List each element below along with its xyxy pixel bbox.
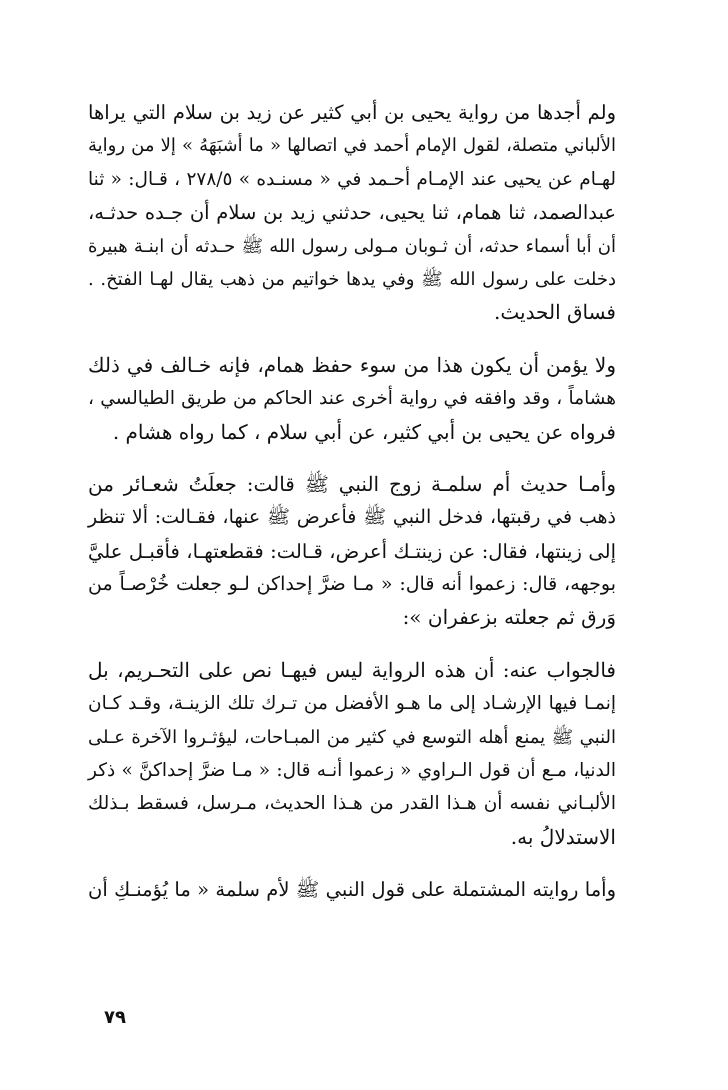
paragraph-4 [88, 654, 616, 854]
text-line: وَرق ثم جعلته بزعفران »: [402, 605, 616, 630]
paragraph-3 [88, 468, 616, 635]
text-line: ذهب في رقبتها، فدخل النبي ﷺ فأعرض ﷺ عنها، فقـالت: ألا تنظر [88, 506, 616, 529]
paragraph-spacer [88, 635, 616, 654]
text-line: ولا يؤمن أن يكون هذا من سوء حفظ همام، فإنه خـالف في ذلك [88, 352, 616, 377]
text-line: فالجواب عنه: أن هذه الرواية ليس فيهـا نص على التحـريم، بل [88, 657, 616, 682]
paragraph-5 [88, 873, 616, 906]
text-line: الدنيا، مـع أن قول الـراوي « زعموا أنـه قال: « مـا ضرَّ إحداكنَّ » ذكر [88, 760, 616, 782]
text-line: الاستدلالُ به. [510, 824, 616, 849]
paragraph-spacer [88, 854, 616, 873]
paragraph-2 [88, 349, 616, 449]
text-line: الألباني متصلة، لقول الإمام أحمد في اتصالها « ما أشبَهَهُ » إلا من رواية [88, 135, 616, 157]
text-line: النبي ﷺ يمنع أهله التوسع في كثير من المبـاحات، ليؤثـروا الآخرة عـلى [88, 726, 616, 748]
text-line: إلى زينتها، فقال: عن زينتـك أعرض، قـالت: فقطعتهـا، فأقبـل عليَّ [88, 539, 616, 563]
page-body [88, 96, 616, 907]
text-line: بوجهه، قال: زعموا أنه قال: « مـا ضرَّ إحداكن لـو جعلت خُرْصـاً من [88, 573, 616, 596]
text-line: عبدالصمد، ثنا همام، ثنا يحيى، حدثني زيد بن سلام أن جـده حدثـه، [88, 201, 616, 225]
text-line: ولم أجدها من رواية يحيى بن أبي كثير عن زيد بن سلام التي يراها [88, 101, 616, 124]
text-line: الألبـاني نفسه أن هـذا القدر من هـذا الحديث، مـرسل، فسقط بـذلك [88, 793, 616, 815]
text-line: لهـام عن يحيى عند الإمـام أحـمد في « مسنـده » ٢٧٨/٥ ، قـال: « ثنا [88, 168, 616, 190]
page-number: ٧٩ [104, 1007, 126, 1028]
text-line: أن أبا أسماء حدثه، أن ثـوبان مـولى رسول الله ﷺ حـدثه أن ابنـة هبيرة [88, 235, 616, 257]
text-line: إنمـا فيها الإرشـاد إلى ما هـو الأفضل من تـرك تلك الزينـة، وقـد كـان [88, 693, 616, 715]
text-line: هشاماً ، وقد وافقه في رواية أخرى عند الحاكم من طريق الطيالسي ، [88, 388, 616, 410]
text-line: فساق الحديث. [494, 300, 616, 325]
paragraph-spacer [88, 449, 616, 468]
text-line: فرواه عن يحيى بن أبي كثير، عن أبي سلام ، كما رواه هشام . [112, 419, 616, 444]
text-line: وأمـا حديث أم سلمـة زوج النبي ﷺ قالت: جعلَتُ شعـائر من [88, 471, 616, 496]
paragraph-spacer [88, 330, 616, 349]
text-line: وأما روايته المشتملة على قول النبي ﷺ لأم سلمة « ما يُؤمنـكِ أن [88, 878, 616, 902]
text-line: دخلت على رسول الله ﷺ وفي يدها خواتيم من ذهب يقال لهـا الفتخ. . [88, 268, 616, 290]
paragraph-1 [88, 96, 616, 330]
